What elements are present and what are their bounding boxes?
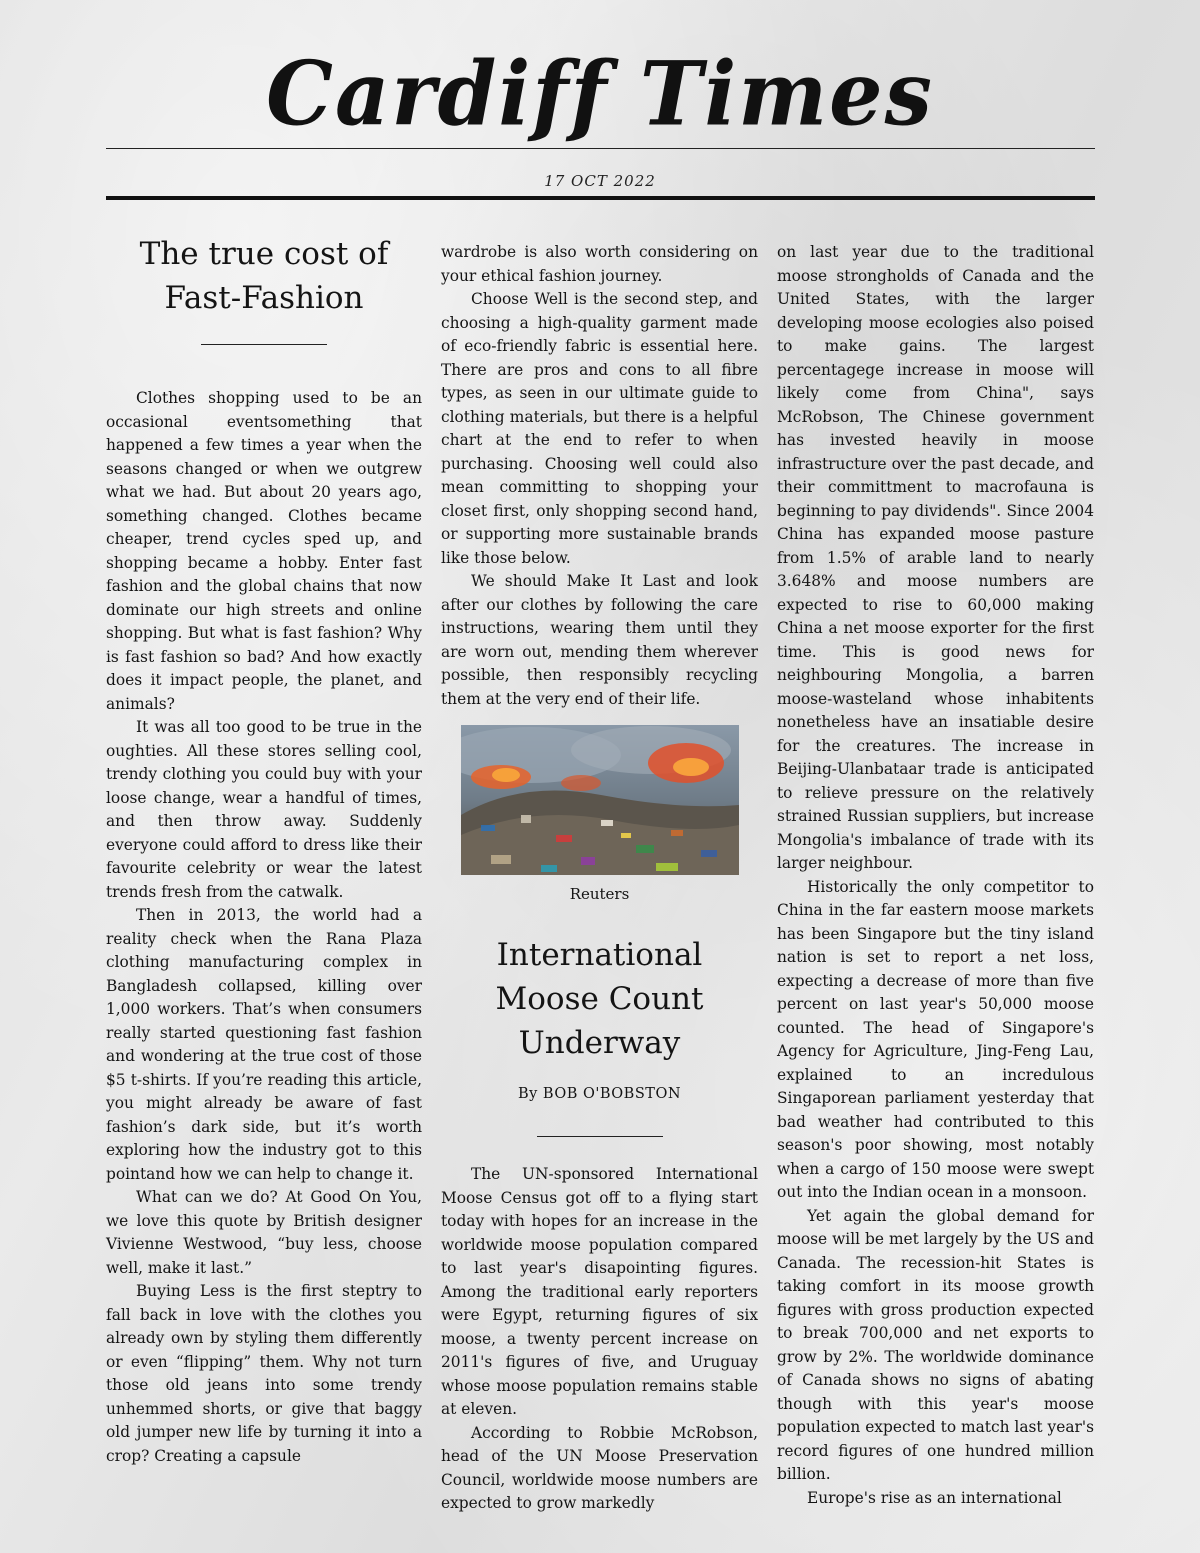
photo-caption: Reuters (569, 885, 630, 903)
masthead-title: Cardiff Times (266, 41, 934, 146)
column-1 (106, 232, 422, 1468)
article2-headline-line2: Moose Count (495, 980, 704, 1017)
article2-headline-line3: Underway (518, 1024, 681, 1061)
byline: By BOB O'BOBSTON (517, 1085, 682, 1102)
headline-rule (201, 344, 327, 345)
article2-headline (441, 933, 758, 1065)
masthead-divider (106, 148, 1095, 149)
article1-paragraph: Choose Well is the second step, and choosing a high-quality garment made of eco-friendly fabric is essential here. There are pros and cons to all fibre types, as seen in our ultimate guide to clothing materials, but there is a helpful chart at the end to refer to when purchasing. Choosing well could also mean committing to shopping your closet first, only shopping second hand, or supporting more sustainable brands like those below. (441, 290, 758, 567)
landfill-fire-photo (461, 725, 739, 875)
article2-paragraph: The UN-sponsored International Moose Census got off to a flying start today with hopes for an increase in the worldwide moose population compared to last year's disapointing figures. Among the traditional early reporters were Egypt, returning figures of six moose, a twenty percent increase on 2011's figures of five, and Uruguay whose moose population remains stable at eleven. (441, 1165, 758, 1418)
article1-paragraph: Buying Less is the first steptry to fall back in love with the clothes you already own by styling them differently or even “flipping” them. Why not turn those old jeans into some trendy unhemmed shorts, or give that baggy old jumper new life by turning it into a crop? Creating a capsule (106, 1282, 422, 1465)
article1-paragraph: It was all too good to be true in the oughties. All these stores selling cool, trendy clothing you could buy with your loose change, wear a handful of times, and then throw away. Suddenly everyone could afford to dress like their favourite celebrity or wear the latest trends fresh from the catwalk. (106, 718, 422, 901)
column-3 (777, 241, 1094, 1510)
article1-headline-line1: The true cost of (139, 236, 389, 272)
article1-paragraph: wardrobe is also worth considering on your ethical fashion journey. (441, 243, 758, 285)
article2-paragraph: According to Robbie McRobson, head of the UN Moose Preservation Council, worldwide moose numbers are expected to grow markedly (441, 1423, 758, 1512)
article1-paragraph: We should Make It Last and look after our clothes by following the care instructions, wearing them until they are worn out, mending them wherever possible, then responsibly recycling them at the very end of their life. (441, 572, 758, 708)
article1-headline-line2: Fast-Fashion (164, 280, 364, 316)
article2-paragraph: Historically the only competitor to China in the far eastern moose markets has been Singapore but the tiny island nation is set to report a net loss, expecting a decrease of more than five percent on last year's 50,000 moose counted. The head of Singapore's Agency for Agriculture, Jing-Feng Lau, explained to an incredulous Singaporean parliament yesterday that bad weather had contributed to this season's poor showing, most notably when a cargo of 150 moose were swept out into the Indian ocean in a monsoon. (777, 877, 1094, 1201)
article2-headline-line1: International (496, 936, 703, 973)
article1-headline (106, 232, 422, 320)
article2-paragraph: Europe's rise as an international (807, 1488, 1062, 1507)
article1-paragraph: Clothes shopping used to be an occasional eventsomething that happened a few times a year when the seasons changed or when we outgrew what we had. But about 20 years ago, something changed. Clothes became cheaper, trend cycles sped up, and shopping became a hobby. Enter fast fashion and the global chains that now dominate our high streets and online shopping. But what is fast fashion? Why is fast fashion so bad? And how exactly does it impact people, the planet, and animals? (106, 389, 422, 713)
article1-paragraph: Then in 2013, the world had a reality check when the Rana Plaza clothing manufacturing complex in Bangladesh collapsed, killing over 1,000 workers. That’s when consumers really started questioning fast fashion and wondering at the true cost of those $5 t-shirts. If you’re reading this article, you might already be aware of fast fashion’s dark side, but it’s worth exploring how the industry got to this pointand how we can help to change it. (106, 906, 422, 1183)
article2-paragraph: on last year due to the traditional moose strongholds of Canada and the United States, with the larger developing moose ecologies also poised to make gains. The largest percentagege increase in moose will likely come from China", says McRobson, The Chinese government has invested heavily in moose infrastructure over the past decade, and their committment to macrofauna is beginning to pay dividends". Since 2004 China has expanded moose pasture from 1.5% of arable land to nearly 3.648% and moose numbers are expected to rise to 60,000 making China a net moose exporter for the first time. This is good news for neighbouring Mongolia, a barren moose-wasteland whose inhabitents nonetheless have an insatiable desire for the creatures. The increase in Beijing-Ulanbataar trade is anticipated to relieve pressure on the relatively strained Russian suppliers, but increase Mongolia's imbalance of trade with its larger neighbour. (777, 243, 1094, 872)
column-2 (441, 241, 758, 1516)
article1-paragraph: What can we do? At Good On You, we love this quote by British designer Vivienne Westwood, “buy less, choose well, make it last.” (106, 1188, 422, 1277)
header-rule (106, 196, 1095, 200)
article2-paragraph: Yet again the global demand for moose will be met largely by the US and Canada. The recession-hit States is taking comfort in its moose growth figures with gross production expected to break 700,000 and net exports to grow by 2%. The worldwide dominance of Canada shows no signs of abating though with this year's moose population expected to match last year's record figures of one hundred million billion. (777, 1206, 1094, 1483)
headline-rule (537, 1136, 663, 1137)
dateline: 17 OCT 2022 (544, 172, 656, 190)
